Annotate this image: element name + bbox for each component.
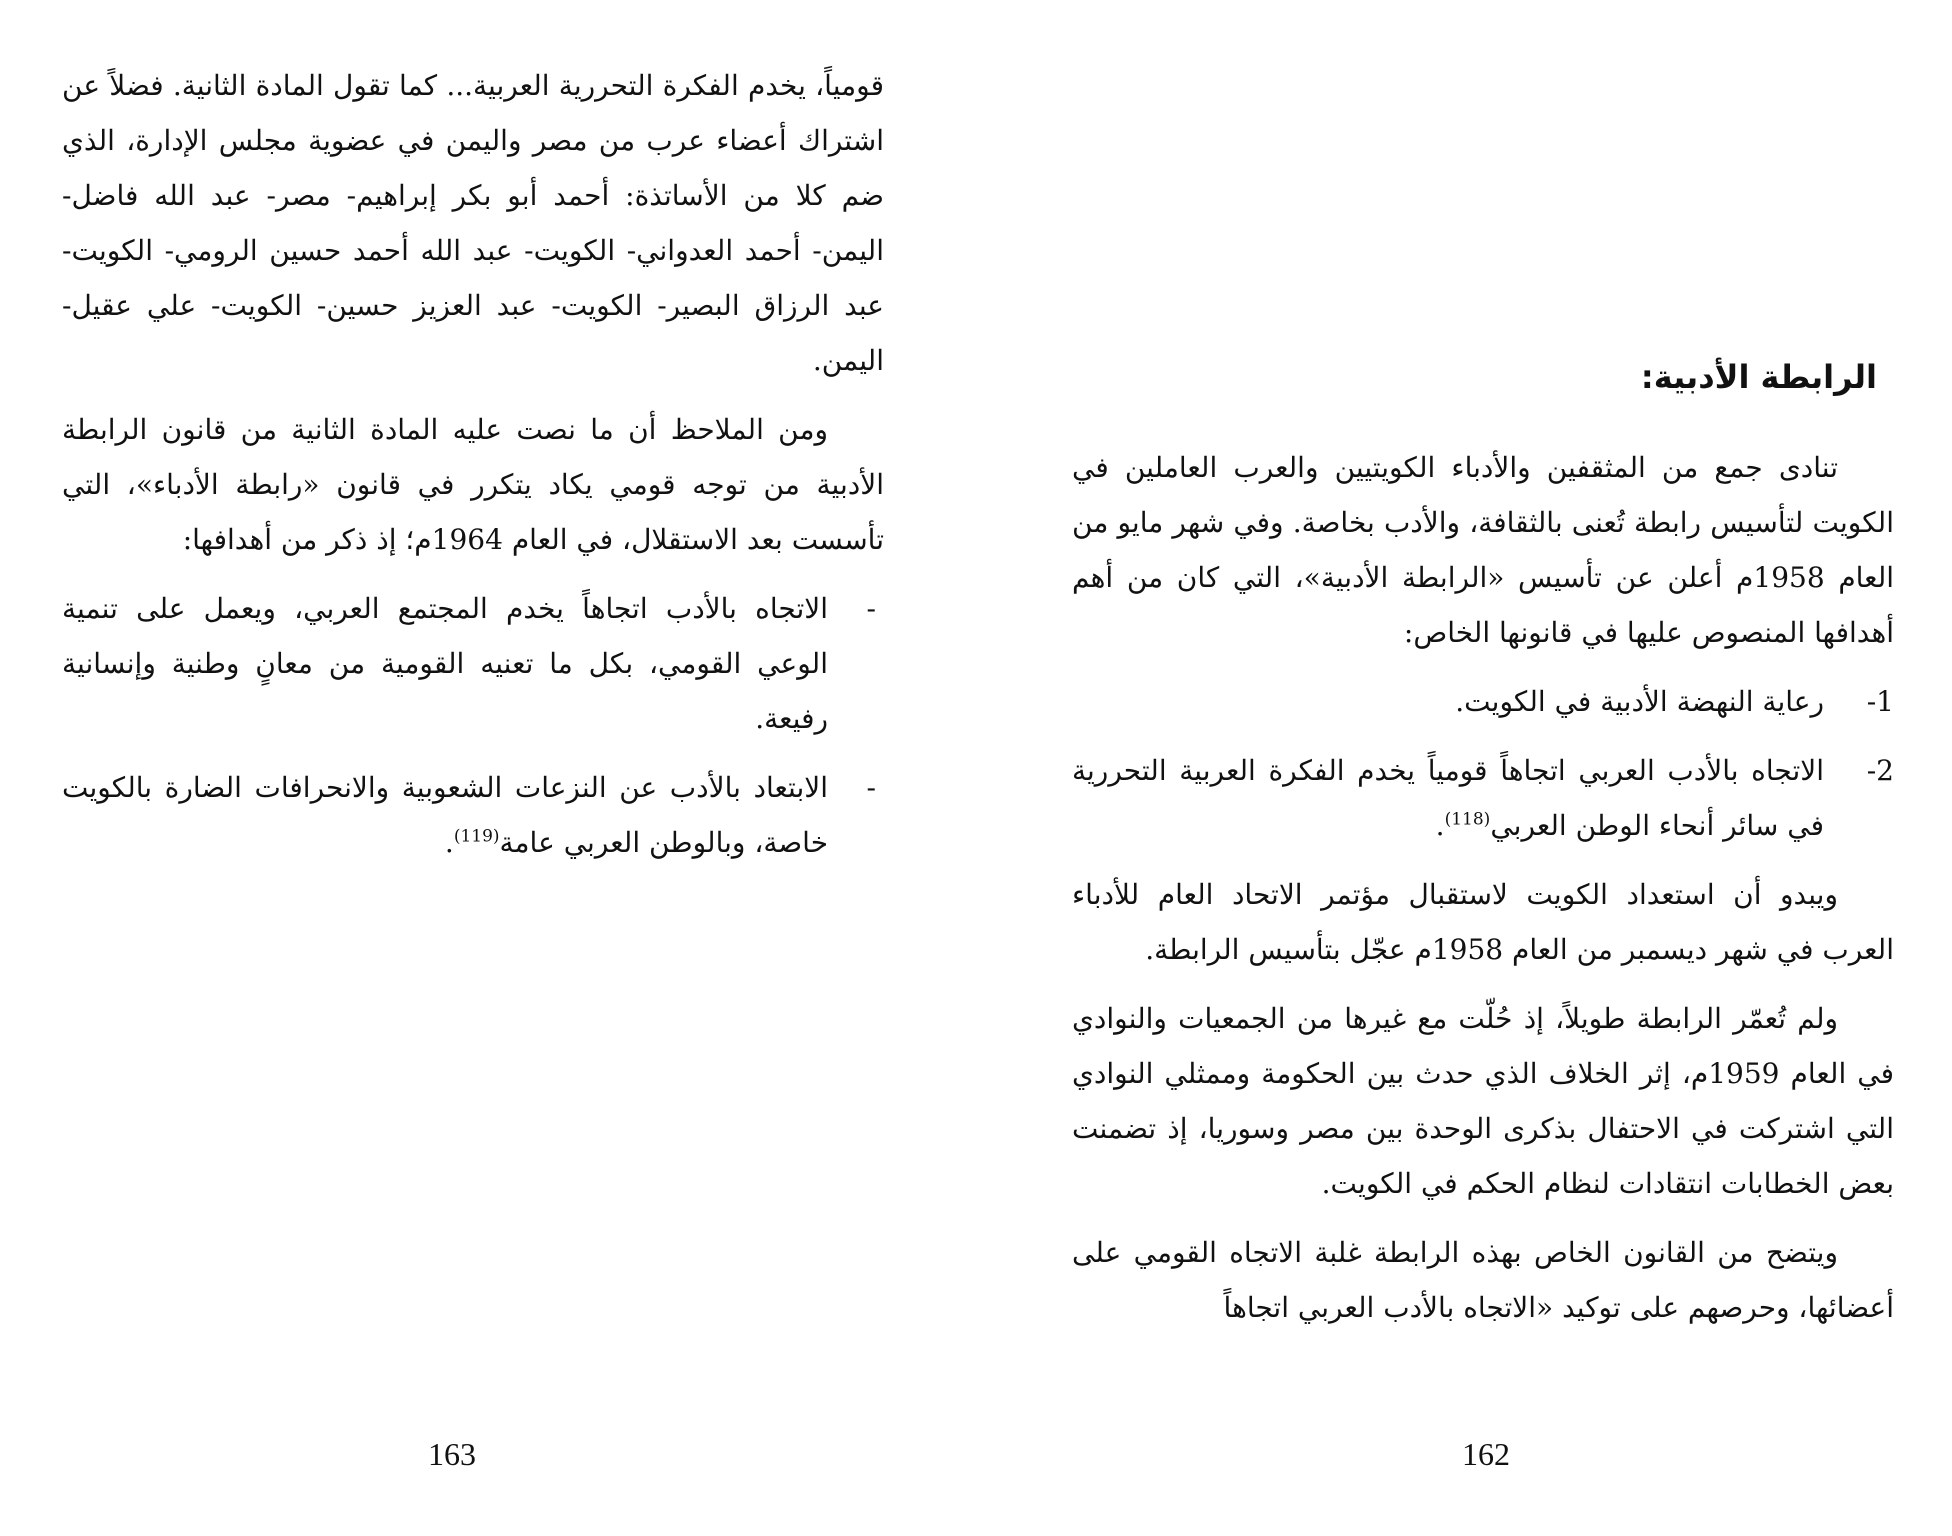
goal-text: رعاية النهضة الأدبية في الكويت.: [1455, 685, 1824, 718]
bullet-text: الاتجاه بالأدب اتجاهاً يخدم المجتمع العربي، ويعمل على تنمية الوعي القومي، بكل ما تعنيه القومية من معانٍ وطنية وإنسانية رفيعة.: [62, 592, 828, 735]
footnote-marker-119: (119): [453, 826, 500, 847]
section-heading: الرابطة الأدبية:: [1640, 358, 1877, 396]
right-page: [976, 0, 1952, 1536]
bullet-mark: -: [866, 592, 876, 625]
right-paragraph-1: ويبدو أن استعداد الكويت لاستقبال مؤتمر الاتحاد العام للأدباء العرب في شهر ديسمبر من العام 1958م عجّل بتأسيس الرابطة.: [1072, 878, 1894, 966]
left-bullet-1: [62, 581, 884, 746]
list-number: 2-: [1866, 754, 1894, 787]
goal-end: .: [1435, 809, 1445, 842]
page-number: 162: [1462, 1436, 1510, 1472]
left-page-body: [62, 58, 884, 884]
right-page-body: [1072, 440, 1894, 1349]
left-paragraph-2: ومن الملاحظ أن ما نصت عليه المادة الثانية من قانون الرابطة الأدبية من توجه قومي يكاد يتكرر في قانون «رابطة الأدباء»، التي تأسست بعد الاستقلال، في العام 1964م؛ إذ ذكر من أهدافها:: [62, 413, 884, 556]
right-paragraph-2: ولم تُعمّر الرابطة طويلاً، إذ حُلّت مع غيرها من الجمعيات والنوادي في العام 1959م، إثر الخلاف الذي حدث بين الحكومة وممثلي النوادي التي اشتركت في الاحتفال بذكرى الوحدة بين مصر وسوريا، إذ تضمنت بعض الخطابات انتقادات لنظام الحكم في الكويت.: [1072, 1002, 1894, 1200]
goal-item-2: [1072, 743, 1894, 853]
right-paragraph-3: ويتضح من القانون الخاص بهذه الرابطة غلبة الاتجاه القومي على أعضائها، وحرصهم على توكيد «الاتجاه بالأدب العربي اتجاهاً: [1072, 1236, 1894, 1324]
left-bullet-2: [62, 760, 884, 870]
page-number: 163: [428, 1436, 476, 1472]
list-number: 1-: [1866, 685, 1894, 718]
left-paragraph-1: قومياً، يخدم الفكرة التحررية العربية... كما تقول المادة الثانية. فضلاً عن اشتراك أعضاء عرب من مصر واليمن في عضوية مجلس الإدارة، الذي ضم كلا من الأساتذة: أحمد أبو بكر إبراهيم- مصر- عبد الله فاضل- اليمن- أحمد العدواني- الكويت- عبد الله أحمد حسين الرومي- الكويت- عبد الرزاق البصير- الكويت- عبد العزيز حسين- الكويت- علي عقيل- اليمن.: [62, 69, 884, 377]
right-intro-paragraph: تنادى جمع من المثقفين والأدباء الكويتيين والعرب العاملين في الكويت لتأسيس رابطة تُعنى بالثقافة، والأدب بخاصة. وفي شهر مايو من العام 1958م أعلن عن تأسيس «الرابطة الأدبية»، التي كان من أهم أهدافها المنصوص عليها في قانونها الخاص:: [1072, 451, 1894, 649]
bullet-end: .: [444, 826, 454, 859]
bullet-mark: -: [866, 771, 876, 804]
footnote-marker-118: (118): [1444, 809, 1491, 830]
bullet-text: الابتعاد بالأدب عن النزعات الشعوبية والانحرافات الضارة بالكويت خاصة، وبالوطن العربي عامة: [62, 771, 828, 859]
goal-item-1: [1072, 674, 1894, 729]
goal-text: الاتجاه بالأدب العربي اتجاهاً قومياً يخدم الفكرة العربية التحررية في سائر أنحاء الوطن العربي: [1072, 754, 1824, 842]
